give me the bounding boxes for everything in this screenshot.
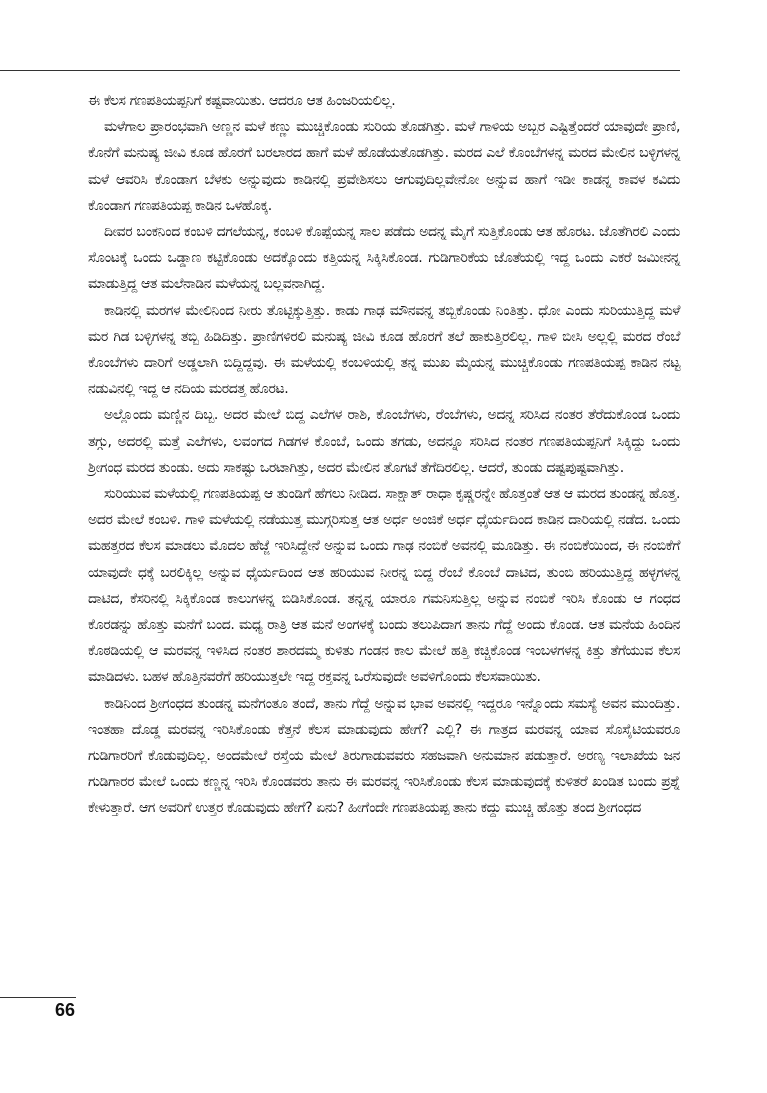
paragraph: ಸುರಿಯುವ ಮಳೆಯಲ್ಲಿ ಗಣಪತಿಯಪ್ಪ ಆ ತುಂಡಿಗೆ ಹೆಗಲು ನೀಡಿದ. ಸಾಕ್ಷಾತ್ ರಾಧಾ ಕೃಷ್ಣರನ್ನೇ ಹೊತ್ತಂತೆ ಆತ ಆ ಮರದ ತುಂಡನ್ನ ಹೊತ್ತ. ಅದರ ಮೇಲೆ ಕಂಬಳಿ. ಗಾಳಿ ಮಳೆಯಲ್ಲಿ ನಡೆಯುತ್ತ ಮುಗ್ಗರಿಸುತ್ತ ಆತ ಅರ್ಧ ಅಂಜಿಕೆ ಅರ್ಧ ಧೈರ್ಯದಿಂದ ಕಾಡಿನ ದಾರಿಯಲ್ಲಿ ನಡೆದ. ಒಂದು ಮಹತ್ತರದ ಕೆಲಸ ಮಾಡಲು ಮೊದಲ ಹೆಜ್ಜೆ ಇರಿಸಿದ್ದೇನೆ ಅನ್ನುವ ಒಂದು ಗಾಢ ನಂಬಿಕೆ ಅವನಲ್ಲಿ ಮೂಡಿತ್ತು. ಈ ನಂಬಿಕೆಯಿಂದ, ಈ ನಂಬಿಕೆಗೆ ಯಾವುದೇ ಧಕ್ಕೆ ಬರಲಿಕ್ಕಿಲ್ಲ ಅನ್ನುವ ಧೈರ್ಯದಿಂದ ಆತ ಹರಿಯುವ ನೀರನ್ನ ಬಿದ್ದ ರೆಂಬೆ ಕೊಂಬೆ ದಾಟಿದ, ತುಂಬಿ ಹರಿಯುತ್ತಿದ್ದ ಹಳ್ಳಗಳನ್ನ ದಾಟಿದ, ಕೆಸರಿನಲ್ಲಿ ಸಿಕ್ಕಿಕೊಂಡ ಕಾಲುಗಳನ್ನ ಬಿಡಿಸಿಕೊಂಡ. ತನ್ನನ್ನ ಯಾರೂ ಗಮನಿಸುತ್ತಿಲ್ಲ ಅನ್ನುವ ನಂಬಿಕೆ ಇರಿಸಿ ಕೊಂಡು ಆ ಗಂಧದ ಕೊರಡನ್ನು ಹೊತ್ತು ಮನೆಗೆ ಬಂದ. ಮಧ್ಯ ರಾತ್ರಿ ಆತ ಮನೆ ಅಂಗಳಕ್ಕೆ ಬಂದು ತಲುಪಿದಾಗ ತಾನು ಗೆದ್ದೆ ಅಂದು ಕೊಂಡ. ಆತ ಮನೆಯ ಹಿಂದಿನ ಕೊಠಡಿಯಲ್ಲಿ ಆ ಮರವನ್ನ ಇಳಿಸಿದ ನಂತರ ಶಾರದಮ್ಮ ಕುಳಿತು ಗಂಡನ ಕಾಲ ಮೇಲೆ ಹತ್ತಿ ಕಚ್ಚಿಕೊಂಡ ಇಂಬಳಗಳನ್ನ ಕಿತ್ತು ತೆಗೆಯುವ ಕೆಲಸ ಮಾಡಿದಳು. ಬಹಳ ಹೊತ್ತಿನವರೆಗೆ ಹರಿಯುತ್ತಲೇ ಇದ್ದ ರಕ್ತವನ್ನ ಒರೆಸುವುದೇ ಅವಳಿಗೊಂದು ಕೆಲಸವಾಯಿತು. [88,486,680,686]
paragraph: ದೀವರ ಬಂಕನಿಂದ ಕಂಬಳಿ ದಗಲೆಯನ್ನ, ಕಂಬಳಿ ಕೊಪ್ಪೆಯನ್ನ ಸಾಲ ಪಡೆದು ಅದನ್ನ ಮೈಗೆ ಸುತ್ತಿಕೊಂಡು ಆತ ಹೊರಟ. ಜೊತೆಗಿರಲಿ ಎಂದು ಸೊಂಟಕ್ಕೆ ಒಂದು ಒಡ್ಡಾಣ ಕಟ್ಟಿಕೊಂಡು ಅದಕ್ಕೊಂದು ಕತ್ತಿಯನ್ನ ಸಿಕ್ಕಿಸಿಕೊಂಡ. ಗುಡಿಗಾರಿಕೆಯ ಜೊತೆಯಲ್ಲಿ ಇದ್ದ ಒಂದು ಎಕರೆ ಜಮೀನನ್ನ ಮಾಡುತ್ತಿದ್ದ ಆತ ಮಲೆನಾಡಿನ ಮಳೆಯನ್ನ ಬಲ್ಲವನಾಗಿದ್ದ. [88,224,680,293]
paragraph: ಈ ಕೆಲಸ ಗಣಪತಿಯಪ್ಪನಿಗೆ ಕಷ್ಟವಾಯಿತು. ಆದರೂ ಆತ ಹಿಂಜರಿಯಲಿಲ್ಲ. [88,93,396,109]
paragraph: ಮಳೆಗಾಲ ಪ್ರಾರಂಭವಾಗಿ ಅಣ್ಣನ ಮಳೆ ಕಣ್ಣು ಮುಚ್ಚಿಕೊಂಡು ಸುರಿಯ ತೊಡಗಿತ್ತು. ಮಳೆ ಗಾಳಿಯ ಅಬ್ಬರ ಎಷ್ಟಿತ್ತೆಂದರೆ ಯಾವುದೇ ಪ್ರಾಣಿ, ಕೊನೆಗೆ ಮನುಷ್ಯ ಜೀವಿ ಕೂಡ ಹೊರಗೆ ಬರಲಾರದ ಹಾಗೆ ಮಳೆ ಹೊಡೆಯತೊಡಗಿತ್ತು. ಮರದ ಎಲೆ ಕೊಂಬೆಗಳನ್ನ ಮರದ ಮೇಲಿನ ಬಳ್ಳಿಗಳನ್ನ ಮಳೆ ಆವರಿಸಿ ಕೊಂಡಾಗ ಬೆಳಕು ಅನ್ನುವುದು ಕಾಡಿನಲ್ಲಿ ಪ್ರವೇಶಿಸಲು ಆಗುವುದಿಲ್ಲವೇನೋ ಅನ್ನುವ ಹಾಗೆ ಇಡೀ ಕಾಡನ್ನ ಕಾವಳ ಕವಿದು ಕೊಂಡಾಗ ಗಣಪತಿಯಪ್ಪ ಕಾಡಿನ ಒಳಹೊಕ್ಕ. [88,119,680,214]
header-rule [0,70,680,71]
body-text [88,88,680,822]
paragraph: ಅಲ್ಲೊಂದು ಮಣ್ಣಿನ ದಿಬ್ಬ. ಅದರ ಮೇಲೆ ಬಿದ್ದ ಎಲೆಗಳ ರಾಶಿ, ಕೊಂಬೆಗಳು, ರೆಂಬೆಗಳು, ಅದನ್ನ ಸರಿಸಿದ ನಂತರ ತೆರೆದುಕೊಂಡ ಒಂದು ತಗ್ಗು, ಅದರಲ್ಲಿ ಮತ್ತೆ ಎಲೆಗಳು, ಲವಂಗದ ಗಿಡಗಳ ಕೊಂಬೆ, ಒಂದು ತಗಡು, ಅದನ್ನೂ ಸರಿಸಿದ ನಂತರ ಗಣಪತಿಯಪ್ಪನಿಗೆ ಸಿಕ್ಕಿದ್ದು ಒಂದು ಶ್ರೀಗಂಧ ಮರದ ತುಂಡು. ಅದು ಸಾಕಷ್ಟು ಒರಟಾಗಿತ್ತು, ಅದರ ಮೇಲಿನ ತೊಗಟೆ ತೆಗೆದಿರಲಿಲ್ಲ. ಆದರೆ, ತುಂಡು ದಷ್ಟಪುಷ್ಟವಾಗಿತ್ತು. [88,407,680,476]
paragraph: ಕಾಡಿನಿಂದ ಶ್ರೀಗಂಧದ ತುಂಡನ್ನ ಮನೆಗಂತೂ ತಂದೆ, ತಾನು ಗೆದ್ದೆ ಅನ್ನುವ ಭಾವ ಅವನಲ್ಲಿ ಇದ್ದರೂ ಇನ್ನೊಂದು ಸಮಸ್ಯೆ ಅವನ ಮುಂದಿತ್ತು. ಇಂತಹಾ ದೊಡ್ಡ ಮರವನ್ನ ಇರಿಸಿಕೊಂಡು ಕೆತ್ತನೆ ಕೆಲಸ ಮಾಡುವುದು ಹೇಗೆ? ಎಲ್ಲಿ? ಈ ಗಾತ್ರದ ಮರವನ್ನ ಯಾವ ಸೊಸೈಟಿಯವರೂ ಗುಡಿಗಾರರಿಗೆ ಕೊಡುವುದಿಲ್ಲ. ಅಂದಮೇಲೆ ರಸ್ತೆಯ ಮೇಲೆ ತಿರುಗಾಡುವವರು ಸಹಜವಾಗಿ ಅನುಮಾನ ಪಡುತ್ತಾರೆ. ಅರಣ್ಯ ಇಲಾಖೆಯ ಜನ ಗುಡಿಗಾರರ ಮೇಲೆ ಒಂದು ಕಣ್ಣನ್ನ ಇರಿಸಿ ಕೊಂಡವರು ತಾನು ಈ ಮರವನ್ನ ಇರಿಸಿಕೊಂಡು ಕೆಲಸ ಮಾಡುವುದಕ್ಕೆ ಕುಳಿತರೆ ಖಂಡಿತ ಬಂದು ಪ್ರಶ್ನೆ ಕೇಳುತ್ತಾರೆ. ಆಗ ಅವರಿಗೆ ಉತ್ತರ ಕೊಡುವುದು ಹೇಗೆ? ಏನು? ಹೀಗೆಂದೇ ಗಣಪತಿಯಪ್ಪ ತಾನು ಕದ್ದು ಮುಚ್ಚಿ ಹೊತ್ತು ತಂದ ಶ್ರೀಗಂಧದ [88,695,680,817]
page-number: 66 [55,1000,76,1020]
paragraph: ಕಾಡಿನಲ್ಲಿ ಮರಗಳ ಮೇಲಿನಿಂದ ನೀರು ತೊಟ್ಟಿಕ್ಕುತ್ತಿತ್ತು. ಕಾಡು ಗಾಢ ಮೌನವನ್ನ ತಬ್ಬಿಕೊಂಡು ನಿಂತಿತ್ತು. ಧೋ ಎಂದು ಸುರಿಯುತ್ತಿದ್ದ ಮಳೆ ಮರ ಗಿಡ ಬಳ್ಳಿಗಳನ್ನ ತಬ್ಬಿ ಹಿಡಿದಿತ್ತು. ಪ್ರಾಣಿಗಳಿರಲಿ ಮನುಷ್ಯ ಜೀವಿ ಕೂಡ ಹೊರಗೆ ತಲೆ ಹಾಕುತ್ತಿರಲಿಲ್ಲ. ಗಾಳಿ ಬೀಸಿ ಅಲ್ಲಲ್ಲಿ ಮರದ ರೆಂಬೆ ಕೊಂಬೆಗಳು ದಾರಿಗೆ ಅಡ್ಡಲಾಗಿ ಬಿದ್ದಿದ್ದವು. ಈ ಮಳೆಯಲ್ಲಿ ಕಂಬಳಿಯಲ್ಲಿ ತನ್ನ ಮುಖ ಮೈಯನ್ನ ಮುಚ್ಚಿಕೊಂಡು ಗಣಪತಿಯಪ್ಪ ಕಾಡಿನ ನಟ್ಟ ನಡುವಿನಲ್ಲಿ ಇದ್ದ ಆ ನದಿಯ ಮರದತ್ತ ಹೊರಟ. [88,302,680,398]
footer-rule [0,997,76,998]
